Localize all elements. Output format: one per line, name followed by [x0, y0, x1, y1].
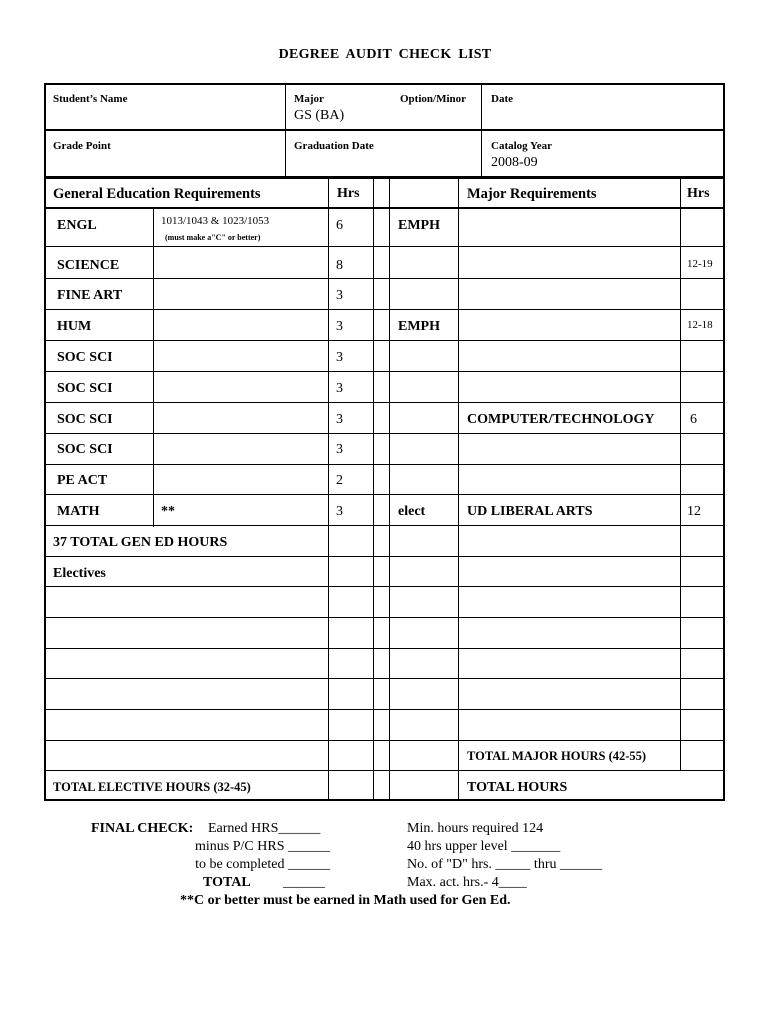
header-divider-v1 [285, 83, 286, 178]
catalog-year-label: Catalog Year [491, 140, 552, 152]
header-divider-h [44, 129, 725, 131]
grid-row-line [44, 371, 725, 372]
total-elective-hours: TOTAL ELECTIVE HOURS (32-45) [53, 780, 251, 794]
grid-row-line [44, 709, 725, 710]
grid-row-line [44, 586, 725, 587]
gen-ed-hrs: 3 [336, 350, 343, 365]
minus-pc-hrs: minus P/C HRS ______ [195, 839, 330, 854]
gen-ed-hrs: 3 [336, 288, 343, 303]
major-label: Major [294, 93, 324, 105]
major-name: UD LIBERAL ARTS [467, 504, 593, 519]
gen-ed-hrs: 3 [336, 381, 343, 396]
gen-ed-hrs: 6 [336, 218, 343, 233]
gen-ed-hrs: 3 [336, 504, 343, 519]
major-value: GS (BA) [294, 108, 345, 123]
major-code: EMPH [398, 319, 440, 334]
earned-hrs: Earned HRS______ [208, 821, 321, 836]
gen-ed-name: PE ACT [57, 473, 108, 488]
grid-col-line [328, 177, 329, 801]
gen-ed-detail: 1013/1043 & 1023/1053 [161, 215, 270, 227]
grid-row-line [44, 402, 725, 403]
grid-row-line [44, 494, 725, 495]
gen-ed-detail: ** [161, 504, 175, 519]
total-major-hours: TOTAL MAJOR HOURS (42-55) [467, 749, 647, 763]
gen-ed-hrs: 2 [336, 473, 343, 488]
grid-col-line [680, 177, 681, 770]
gen-ed-hrs: 3 [336, 412, 343, 427]
grid-row-line [44, 648, 725, 649]
gen-ed-name: FINE ART [57, 288, 123, 303]
upper-level-hours: 40 hrs upper level _______ [407, 839, 561, 854]
major-code: elect [398, 504, 426, 519]
grid-row-line [44, 678, 725, 679]
date-label: Date [491, 93, 513, 105]
grid-row-line [44, 246, 725, 247]
total-hours: TOTAL HOURS [467, 780, 568, 795]
major-hrs-heading: Hrs [687, 186, 710, 201]
requirements-table [44, 177, 725, 801]
gen-ed-name: SCIENCE [57, 258, 120, 273]
graduation-date-label: Graduation Date [294, 140, 374, 152]
major-name: COMPUTER/TECHNOLOGY [467, 412, 655, 427]
grid-row-line [44, 207, 725, 209]
grid-row-line [44, 617, 725, 618]
grid-col-line [373, 177, 374, 801]
catalog-year-value: 2008-09 [491, 155, 538, 170]
student-name-label: Student’s Name [53, 93, 128, 105]
grid-row-line [44, 464, 725, 465]
gen-ed-hrs-heading: Hrs [337, 186, 360, 201]
grade-point-label: Grade Point [53, 140, 111, 152]
grid-row-line [44, 556, 725, 557]
page-title: DEGREE AUDIT CHECK LIST [278, 47, 492, 62]
major-hrs: 12-18 [687, 319, 713, 331]
grid-col-line [458, 177, 459, 801]
min-hours-required: Min. hours required 124 [407, 821, 544, 836]
major-hrs: 12 [687, 504, 701, 519]
total-blank: ______ [283, 875, 325, 890]
option-minor-label: Option/Minor [400, 93, 467, 105]
grid-col-line [389, 177, 390, 801]
major-hrs: 12-19 [687, 258, 713, 270]
total-gen-ed-hours: 37 TOTAL GEN ED HOURS [53, 535, 228, 550]
gen-ed-name: MATH [57, 504, 100, 519]
gen-ed-name: ENGL [57, 218, 97, 233]
gen-ed-name: HUM [57, 319, 92, 334]
gen-ed-name: SOC SCI [57, 350, 113, 365]
grid-row-line [44, 433, 725, 434]
math-note: **C or better must be earned in Math used for Gen Ed. [180, 893, 511, 908]
header-divider-v2 [481, 83, 482, 178]
grid-row-line [44, 340, 725, 341]
final-check-label: FINAL CHECK: [91, 821, 194, 836]
d-hours: No. of "D" hrs. _____ thru ______ [407, 857, 602, 872]
electives-label: Electives [53, 566, 106, 581]
grid-row-line [44, 740, 725, 741]
max-act-hours: Max. act. hrs.- 4____ [407, 875, 527, 890]
grid-row-line [44, 525, 725, 526]
gen-ed-name: SOC SCI [57, 381, 113, 396]
gen-ed-name: SOC SCI [57, 442, 113, 457]
grid-row-line [44, 770, 725, 771]
major-heading: Major Requirements [467, 186, 597, 202]
total-label: TOTAL [203, 875, 251, 890]
gen-ed-heading: General Education Requirements [53, 186, 261, 202]
gen-ed-hrs: 3 [336, 442, 343, 457]
gen-ed-hrs: 3 [336, 319, 343, 334]
gen-ed-hrs: 8 [336, 258, 343, 273]
grid-row-line [44, 309, 725, 310]
major-code: EMPH [398, 218, 440, 233]
grid-col-line [153, 208, 154, 527]
major-hrs: 6 [690, 412, 697, 427]
gen-ed-note: (must make a"C" or better) [165, 233, 261, 242]
gen-ed-name: SOC SCI [57, 412, 113, 427]
to-be-completed: to be completed ______ [195, 857, 330, 872]
grid-row-line [44, 278, 725, 279]
